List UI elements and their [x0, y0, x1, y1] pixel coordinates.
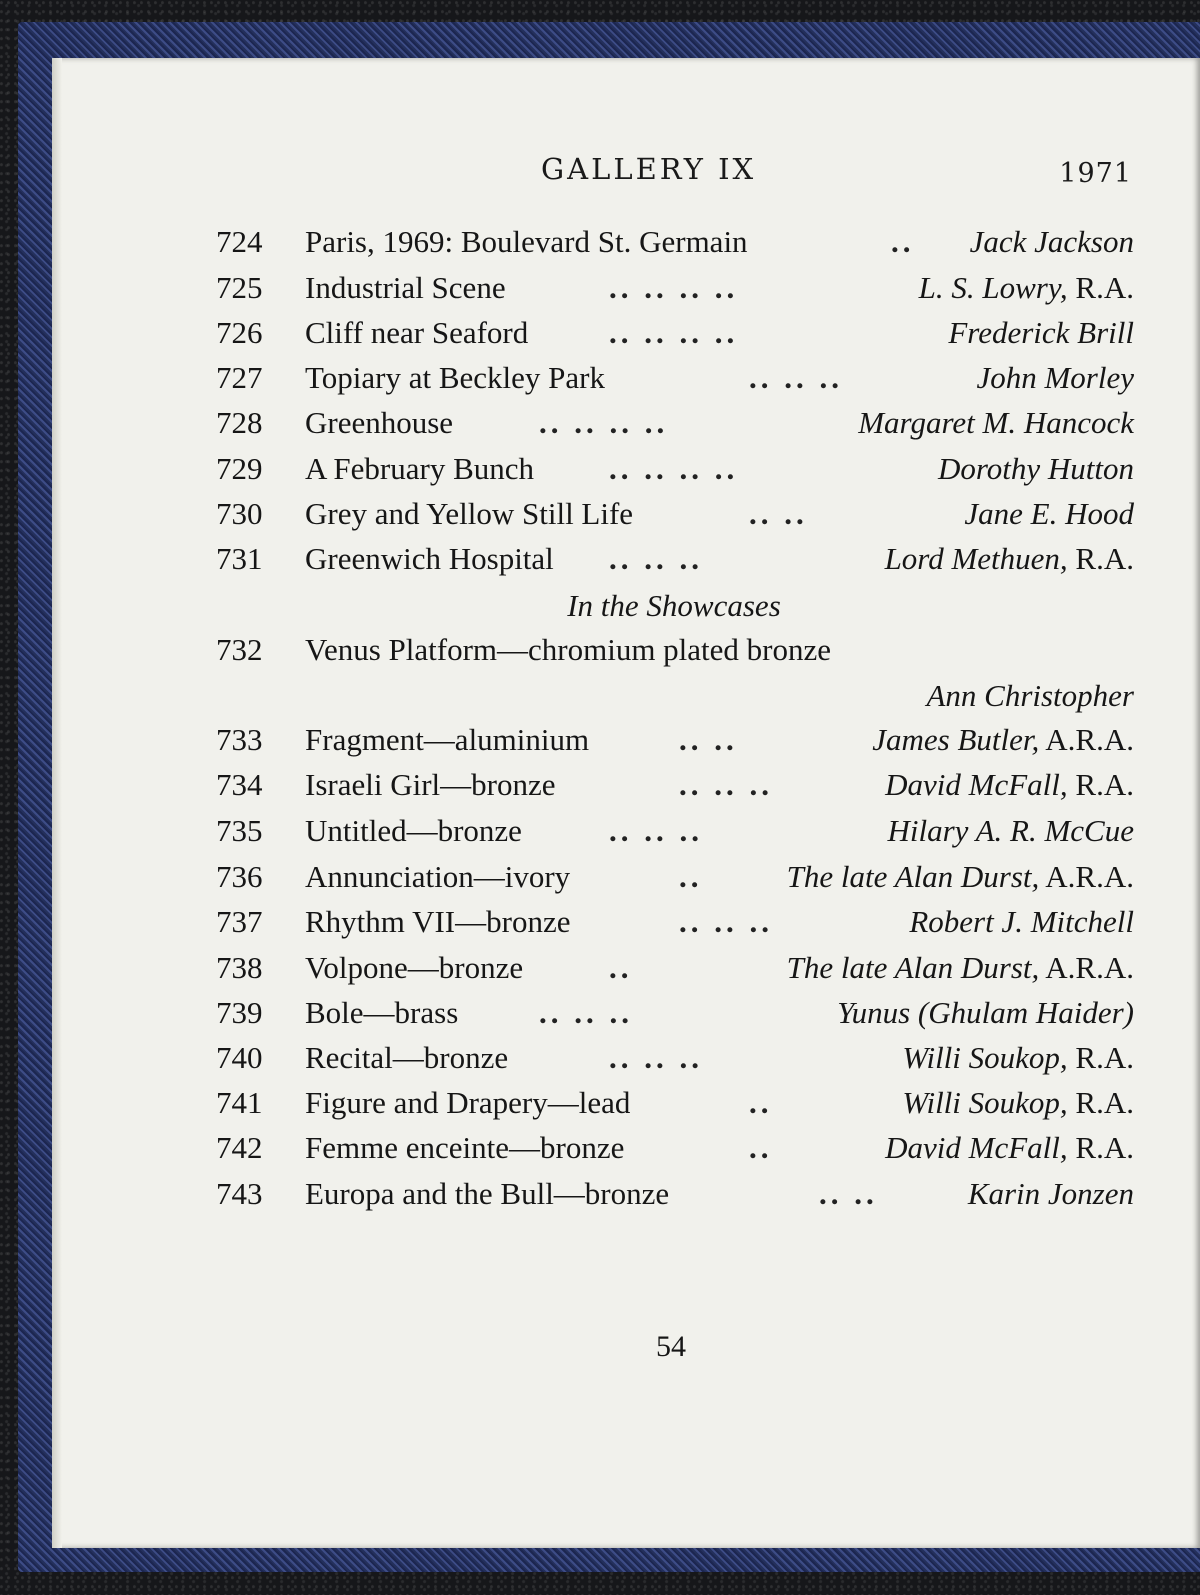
- entry-title: Topiary at Beckley Park: [305, 360, 605, 395]
- catalog-entry: [216, 763, 1134, 807]
- catalog-entry: [216, 447, 1134, 491]
- entry-number: 743: [216, 1176, 263, 1211]
- entry-artist: [872, 718, 1134, 762]
- entry-number: 734: [216, 767, 263, 802]
- entry-artist: [938, 447, 1134, 491]
- subheading-text: In the Showcases: [567, 588, 781, 623]
- artist-name: Hilary A. R. McCue: [887, 813, 1134, 848]
- entry-artist: [787, 855, 1134, 899]
- catalog-entry: [216, 1081, 1134, 1125]
- entry-title: Europa and the Bull—bronze: [305, 1176, 670, 1211]
- entry-title: Israeli Girl—bronze: [305, 767, 556, 802]
- year: 1971: [1059, 158, 1132, 189]
- dot-leader: .. ..: [819, 1176, 878, 1211]
- dot-leader: ..: [609, 950, 633, 985]
- artist-name: Frederick Brill: [948, 315, 1134, 350]
- catalog-entry: [216, 718, 1134, 762]
- entry-title: Cliff near Seaford: [305, 315, 529, 350]
- entry-number: 730: [216, 496, 263, 531]
- entry-number: 725: [216, 270, 263, 305]
- artist-honour: A.R.A.: [1039, 722, 1134, 757]
- entry-number: 735: [216, 813, 263, 848]
- entry-title: Greenhouse: [305, 405, 454, 440]
- dot-leader: ..: [679, 859, 703, 894]
- artist-name: Robert J. Mitchell: [909, 904, 1134, 939]
- entry-title: Untitled—bronze: [305, 813, 522, 848]
- entry-number: 727: [216, 360, 263, 395]
- entry-artist: [919, 266, 1134, 310]
- entry-number: 736: [216, 859, 263, 894]
- entry-title: Femme enceinte—bronze: [305, 1130, 625, 1165]
- entry-artist: [968, 1172, 1134, 1216]
- entry-artist: [837, 991, 1134, 1035]
- entry-number: 739: [216, 995, 263, 1030]
- dot-leader: .. .. .. ..: [609, 315, 739, 350]
- entry-title: Annunciation—ivory: [305, 859, 571, 894]
- entry-artist: [970, 220, 1134, 264]
- entry-number: 724: [216, 224, 263, 259]
- artist-name: Lord Methuen,: [884, 541, 1068, 576]
- page-number-text: 54: [656, 1330, 686, 1363]
- entry-number: 726: [216, 315, 263, 350]
- entry-title: Volpone—bronze: [305, 950, 524, 985]
- dot-leader: .. .. ..: [679, 767, 773, 802]
- catalog-entry: [216, 311, 1134, 355]
- artist-honour: R.A.: [1067, 1130, 1134, 1165]
- gallery-title: GALLERY IX: [541, 152, 757, 186]
- dot-leader: .. .. ..: [539, 995, 633, 1030]
- artist-honour: A.R.A.: [1039, 859, 1134, 894]
- entry-artist: [976, 356, 1134, 400]
- dot-leader: .. .. ..: [749, 360, 843, 395]
- entry-title: Grey and Yellow Still Life: [305, 496, 634, 531]
- catalog-entry: [216, 674, 1134, 718]
- entry-title: Greenwich Hospital: [305, 541, 554, 576]
- artist-honour: R.A.: [1067, 767, 1134, 802]
- catalog-entry: [216, 946, 1134, 990]
- artist-name: L. S. Lowry,: [918, 270, 1068, 305]
- entry-artist: [926, 674, 1134, 718]
- entry-number: 728: [216, 405, 263, 440]
- artist-name: Dorothy Hutton: [937, 451, 1134, 486]
- entry-title: Paris, 1969: Boulevard St. Germain: [305, 224, 748, 259]
- entry-artist: [902, 1081, 1134, 1125]
- entry-artist: [885, 537, 1134, 581]
- catalog-entry: [216, 809, 1134, 853]
- artist-honour: R.A.: [1067, 1040, 1134, 1075]
- catalog-entry: [216, 1036, 1134, 1080]
- catalog-entry: [216, 220, 1134, 264]
- catalog-entry: [216, 266, 1134, 310]
- entry-number: 737: [216, 904, 263, 939]
- artist-name: Willi Soukop,: [902, 1040, 1068, 1075]
- artist-name: Karin Jonzen: [967, 1176, 1134, 1211]
- artist-name: Jane E. Hood: [964, 496, 1134, 531]
- catalog-entry: [216, 401, 1134, 445]
- artist-name: Ann Christopher: [926, 678, 1134, 713]
- entry-title: Bole—brass: [305, 995, 459, 1030]
- entry-title: Venus Platform—chromium plated bronze: [305, 632, 832, 667]
- dot-leader: .. .. ..: [679, 904, 773, 939]
- artist-name: The late Alan Durst,: [786, 950, 1040, 985]
- entry-title: A February Bunch: [305, 451, 535, 486]
- entry-number: 732: [216, 632, 263, 667]
- entry-title: Fragment—aluminium: [305, 722, 590, 757]
- artist-honour: R.A.: [1067, 1085, 1134, 1120]
- entry-artist: [787, 946, 1134, 990]
- catalog-entry: [216, 537, 1134, 581]
- showcases-subheading: [0, 584, 1200, 628]
- entry-number: 740: [216, 1040, 263, 1075]
- entry-artist: [885, 763, 1134, 807]
- entry-number: 733: [216, 722, 263, 757]
- page-number: [0, 1330, 1200, 1364]
- entry-number: 742: [216, 1130, 263, 1165]
- dot-leader: .. .. .. ..: [539, 405, 669, 440]
- dot-leader: .. .. .. ..: [609, 451, 739, 486]
- artist-name: John Morley: [976, 360, 1134, 395]
- entry-artist: [964, 492, 1134, 536]
- artist-name: Yunus (Ghulam Haider): [837, 995, 1134, 1030]
- dot-leader: .. .. .. ..: [609, 270, 739, 305]
- entry-title: Industrial Scene: [305, 270, 506, 305]
- catalog-entry: [216, 356, 1134, 400]
- entry-artist: [909, 900, 1134, 944]
- artist-name: Jack Jackson: [969, 224, 1134, 259]
- entry-title: Figure and Drapery—lead: [305, 1085, 631, 1120]
- dot-leader: ..: [891, 224, 915, 259]
- dot-leader: .. ..: [679, 722, 738, 757]
- entry-number: 741: [216, 1085, 263, 1120]
- dot-leader: ..: [749, 1130, 773, 1165]
- entry-number: 731: [216, 541, 263, 576]
- entry-artist: [887, 809, 1134, 853]
- artist-honour: R.A.: [1067, 541, 1134, 576]
- artist-name: The late Alan Durst,: [786, 859, 1040, 894]
- artist-name: Willi Soukop,: [902, 1085, 1068, 1120]
- entry-artist: [885, 1126, 1134, 1170]
- catalog-entry: [216, 1172, 1134, 1216]
- entry-title: Rhythm VII—bronze: [305, 904, 571, 939]
- entry-title: Recital—bronze: [305, 1040, 509, 1075]
- dot-leader: .. ..: [749, 496, 808, 531]
- catalog-entry: [216, 628, 1134, 672]
- dot-leader: .. .. ..: [609, 813, 703, 848]
- dot-leader: .. .. ..: [609, 1040, 703, 1075]
- artist-honour: R.A.: [1067, 270, 1134, 305]
- artist-name: James Butler,: [872, 722, 1040, 757]
- catalog-entry: [216, 991, 1134, 1035]
- artist-honour: A.R.A.: [1039, 950, 1134, 985]
- dot-leader: ..: [749, 1085, 773, 1120]
- entry-number: 729: [216, 451, 263, 486]
- artist-name: Margaret M. Hancock: [858, 405, 1134, 440]
- artist-name: David McFall,: [885, 1130, 1068, 1165]
- dot-leader: .. .. ..: [609, 541, 703, 576]
- entry-artist: [948, 311, 1134, 355]
- entry-artist: [858, 401, 1134, 445]
- catalog-entry: [216, 855, 1134, 899]
- catalog-entry: [216, 900, 1134, 944]
- entry-number: 738: [216, 950, 263, 985]
- entry-artist: [902, 1036, 1134, 1080]
- catalog-entry: [216, 492, 1134, 536]
- catalog-entry: [216, 1126, 1134, 1170]
- artist-name: David McFall,: [885, 767, 1068, 802]
